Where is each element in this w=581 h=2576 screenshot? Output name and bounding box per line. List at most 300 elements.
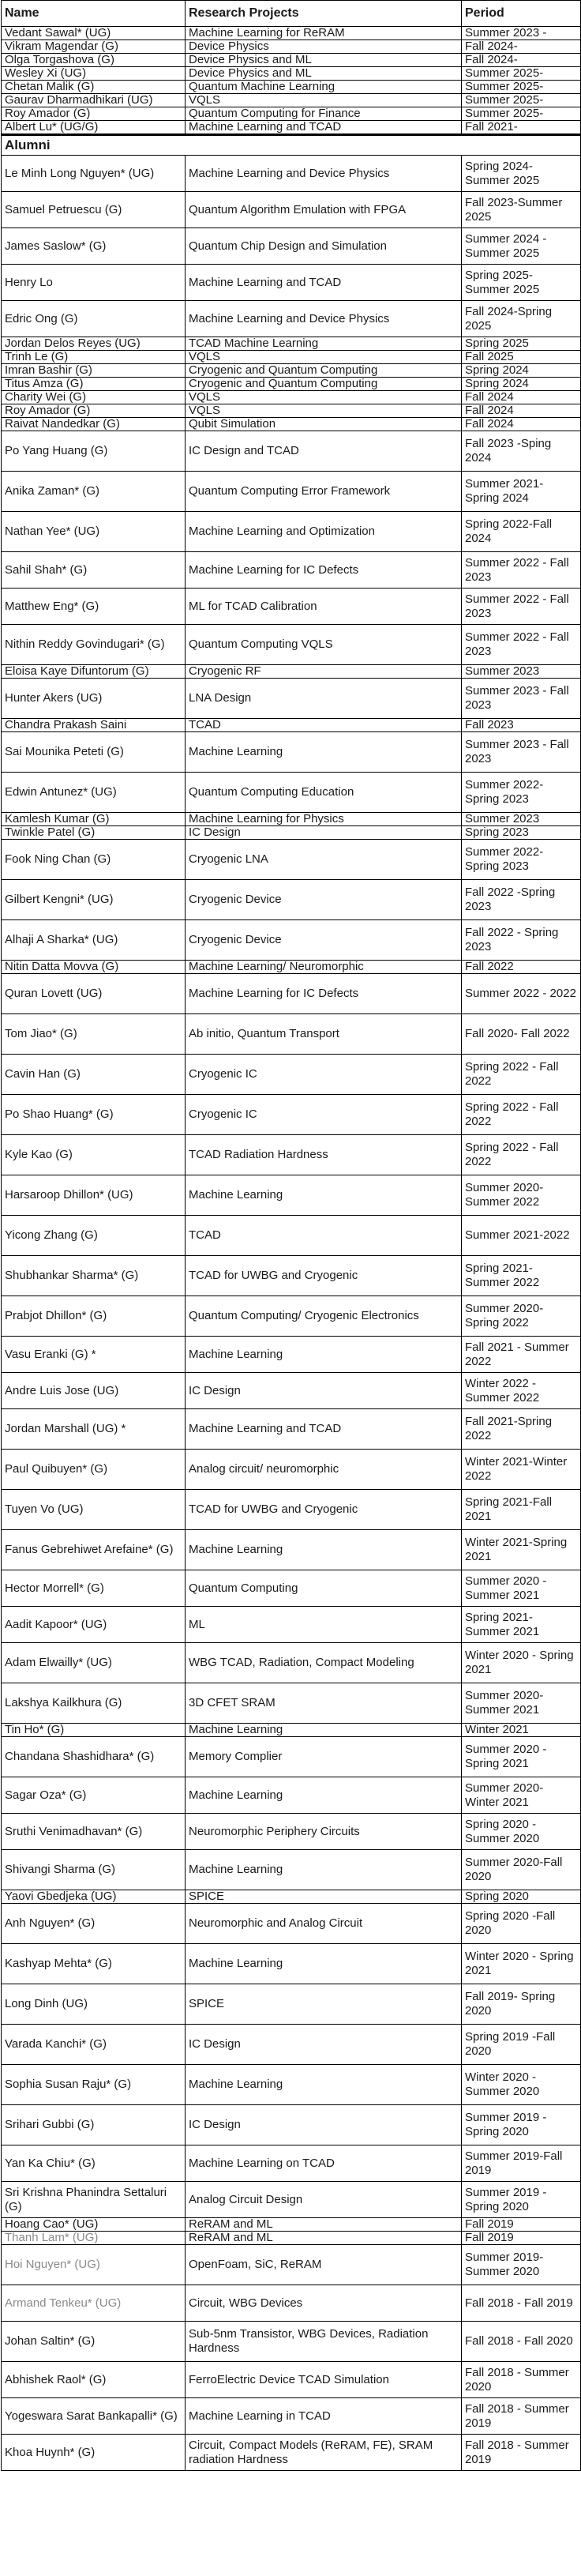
member-row	[2, 67, 581, 81]
alumni-period: Summer 2022-Spring 2023	[462, 773, 581, 813]
alumni-project: Cryogenic LNA	[186, 840, 462, 880]
alumni-row	[2, 1724, 581, 1737]
alumni-row	[2, 2218, 581, 2232]
alumni-project: WBG TCAD, Radiation, Compact Modeling	[186, 1643, 462, 1683]
alumni-name: Gilbert Kengni* (UG)	[2, 880, 186, 920]
alumni-period: Summer 2022-Spring 2023	[462, 840, 581, 880]
alumni-name: Varada Kanchi* (G)	[2, 2025, 186, 2065]
header-name: Name	[2, 1, 186, 27]
alumni-period: Fall 2024	[462, 418, 581, 431]
alumni-name: Matthew Eng* (G)	[2, 589, 186, 625]
member-row	[2, 27, 581, 40]
alumni-name: Anh Nguyen* (G)	[2, 1904, 186, 1944]
alumni-name: Shubhankar Sharma* (G)	[2, 1256, 186, 1296]
alumni-name: Yaovi Gbedjeka (UG)	[2, 1890, 186, 1904]
alumni-name: Armand Tenkeu* (UG)	[2, 2285, 186, 2322]
alumni-row	[2, 364, 581, 378]
alumni-period: Winter 2021	[462, 1724, 581, 1737]
alumni-project: Memory Complier	[186, 1737, 462, 1777]
member-period: Summer 2025-	[462, 107, 581, 121]
alumni-row	[2, 974, 581, 1014]
alumni-name: Long Dinh (UG)	[2, 1984, 186, 2025]
alumni-name: Sruthi Venimadhavan* (G)	[2, 1814, 186, 1850]
alumni-project: TCAD for UWBG and Cryogenic	[186, 1256, 462, 1296]
member-project: Machine Learning and TCAD	[186, 121, 462, 135]
alumni-name: Kamlesh Kumar (G)	[2, 813, 186, 826]
alumni-project: Machine Learning	[186, 1724, 462, 1737]
alumni-row	[2, 826, 581, 840]
alumni-name: Trinh Le (G)	[2, 351, 186, 364]
alumni-project: ReRAM and ML	[186, 2232, 462, 2245]
alumni-project: Quantum Computing VQLS	[186, 625, 462, 665]
alumni-name: Le Minh Long Nguyen* (UG)	[2, 156, 186, 192]
alumni-name: Alhaji A Sharka* (UG)	[2, 920, 186, 961]
member-period: Summer 2025-	[462, 67, 581, 81]
alumni-period: Summer 2022 - Fall 2023	[462, 625, 581, 665]
alumni-row	[2, 2245, 581, 2285]
alumni-row	[2, 337, 581, 351]
alumni-name: Raivat Nandedkar (G)	[2, 418, 186, 431]
alumni-name: Vasu Eranki (G) *	[2, 1337, 186, 1373]
alumni-row	[2, 880, 581, 920]
alumni-row	[2, 773, 581, 813]
alumni-row	[2, 1984, 581, 2025]
member-name: Olga Torgashova (G)	[2, 54, 186, 67]
alumni-project: Cryogenic Device	[186, 920, 462, 961]
alumni-name: James Saslow* (G)	[2, 228, 186, 265]
alumni-project: Machine Learning	[186, 1944, 462, 1984]
alumni-row	[2, 156, 581, 192]
alumni-row	[2, 1055, 581, 1095]
alumni-project: Cryogenic IC	[186, 1055, 462, 1095]
alumni-project: Quantum Computing Error Framework	[186, 472, 462, 512]
alumni-name: Yicong Zhang (G)	[2, 1216, 186, 1256]
alumni-period: Spring 2022 - Fall 2022	[462, 1135, 581, 1175]
alumni-project: Machine Learning and TCAD	[186, 265, 462, 301]
alumni-row	[2, 2065, 581, 2105]
member-name: Wesley Xi (UG)	[2, 67, 186, 81]
alumni-period: Fall 2025	[462, 351, 581, 364]
alumni-name: Quran Lovett (UG)	[2, 974, 186, 1014]
alumni-period: Fall 2018 - Fall 2019	[462, 2285, 581, 2322]
member-period: Fall 2024-	[462, 40, 581, 54]
alumni-row	[2, 404, 581, 418]
alumni-row	[2, 1373, 581, 1409]
alumni-period: Fall 2024	[462, 404, 581, 418]
member-period: Summer 2023 -	[462, 27, 581, 40]
alumni-row	[2, 265, 581, 301]
alumni-name: Cavin Han (G)	[2, 1055, 186, 1095]
alumni-project: Machine Learning	[186, 1175, 462, 1216]
alumni-period: Summer 2020-Summer 2022	[462, 1175, 581, 1216]
alumni-row	[2, 1409, 581, 1450]
alumni-name: Imran Bashir (G)	[2, 364, 186, 378]
alumni-project: TCAD	[186, 719, 462, 732]
alumni-project: TCAD for UWBG and Cryogenic	[186, 1490, 462, 1530]
alumni-period: Summer 2024 - Summer 2025	[462, 228, 581, 265]
alumni-row	[2, 1643, 581, 1683]
alumni-name: Khoa Huynh* (G)	[2, 2435, 186, 2471]
alumni-row	[2, 391, 581, 404]
alumni-period: Summer 2019 - Spring 2020	[462, 2105, 581, 2145]
alumni-name: Yogeswara Sarat Bankapalli* (G)	[2, 2398, 186, 2435]
alumni-name: Tuyen Vo (UG)	[2, 1490, 186, 1530]
alumni-row	[2, 1490, 581, 1530]
alumni-name: Hunter Akers (UG)	[2, 679, 186, 719]
alumni-name: Abhishek Raol* (G)	[2, 2362, 186, 2398]
alumni-row	[2, 961, 581, 974]
alumni-period: Fall 2023	[462, 719, 581, 732]
alumni-row	[2, 1175, 581, 1216]
alumni-period: Summer 2019-Summer 2020	[462, 2245, 581, 2285]
alumni-project: ML	[186, 1607, 462, 1643]
alumni-project: Cryogenic IC	[186, 1095, 462, 1135]
alumni-project: Neuromorphic Periphery Circuits	[186, 1814, 462, 1850]
alumni-project: Quantum Chip Design and Simulation	[186, 228, 462, 265]
alumni-project: Machine Learning for IC Defects	[186, 974, 462, 1014]
alumni-period: Summer 2019 - Spring 2020	[462, 2182, 581, 2218]
alumni-name: Nitin Datta Movva (G)	[2, 961, 186, 974]
member-project: Device Physics and ML	[186, 67, 462, 81]
alumni-project: Quantum Algorithm Emulation with FPGA	[186, 192, 462, 228]
alumni-project: Cryogenic Device	[186, 880, 462, 920]
alumni-period: Winter 2022 - Summer 2022	[462, 1373, 581, 1409]
alumni-project: Quantum Computing	[186, 1570, 462, 1607]
alumni-name: Prabjot Dhillon* (G)	[2, 1296, 186, 1337]
alumni-period: Spring 2024	[462, 378, 581, 391]
member-project: Device Physics and ML	[186, 54, 462, 67]
alumni-project: Machine Learning	[186, 2065, 462, 2105]
alumni-name: Anika Zaman* (G)	[2, 472, 186, 512]
alumni-period: Spring 2020 - Summer 2020	[462, 1814, 581, 1850]
alumni-project: Machine Learning	[186, 732, 462, 773]
alumni-row	[2, 679, 581, 719]
alumni-row	[2, 378, 581, 391]
alumni-row	[2, 1814, 581, 1850]
alumni-period: Summer 2022 - 2022	[462, 974, 581, 1014]
alumni-period: Spring 2024	[462, 364, 581, 378]
alumni-period: Fall 2021 - Summer 2022	[462, 1337, 581, 1373]
member-project: Quantum Machine Learning	[186, 81, 462, 94]
alumni-row	[2, 1944, 581, 1984]
alumni-period: Spring 2022 - Fall 2022	[462, 1055, 581, 1095]
alumni-project: Circuit, WBG Devices	[186, 2285, 462, 2322]
alumni-name: Samuel Petruescu (G)	[2, 192, 186, 228]
alumni-period: Summer 2020 - Summer 2021	[462, 1570, 581, 1607]
alumni-row	[2, 719, 581, 732]
alumni-period: Summer 2021-Spring 2024	[462, 472, 581, 512]
alumni-project: VQLS	[186, 391, 462, 404]
alumni-period: Fall 2020- Fall 2022	[462, 1014, 581, 1055]
alumni-name: Paul Quibuyen* (G)	[2, 1450, 186, 1490]
alumni-name: Hoi Nguyen* (UG)	[2, 2245, 186, 2285]
alumni-name: Fook Ning Chan (G)	[2, 840, 186, 880]
alumni-name: Adam Elwailly* (UG)	[2, 1643, 186, 1683]
alumni-row	[2, 1216, 581, 1256]
alumni-name: Chandra Prakash Saini	[2, 719, 186, 732]
alumni-project: TCAD Machine Learning	[186, 337, 462, 351]
current-members	[2, 27, 581, 135]
alumni-row	[2, 1777, 581, 1814]
alumni-row	[2, 1256, 581, 1296]
alumni-row	[2, 1095, 581, 1135]
alumni-row	[2, 1904, 581, 1944]
alumni-name: Titus Amza (G)	[2, 378, 186, 391]
alumni-project: Machine Learning and Device Physics	[186, 156, 462, 192]
member-period: Summer 2025-	[462, 81, 581, 94]
alumni-row	[2, 1607, 581, 1643]
member-period: Summer 2025-	[462, 94, 581, 107]
alumni-period: Spring 2020 -Fall 2020	[462, 1904, 581, 1944]
alumni-period: Summer 2020-Spring 2022	[462, 1296, 581, 1337]
alumni-name: Roy Amador (G)	[2, 404, 186, 418]
member-name: Chetan Malik (G)	[2, 81, 186, 94]
alumni-row	[2, 2145, 581, 2182]
alumni-project: TCAD Radiation Hardness	[186, 1135, 462, 1175]
member-name: Vikram Magendar (G)	[2, 40, 186, 54]
alumni-project: LNA Design	[186, 679, 462, 719]
alumni-name: Srihari Gubbi (G)	[2, 2105, 186, 2145]
alumni-row	[2, 1337, 581, 1373]
alumni-section-row	[2, 135, 581, 156]
alumni-period: Fall 2022 -Spring 2023	[462, 880, 581, 920]
alumni-row	[2, 552, 581, 589]
alumni-name: Shivangi Sharma (G)	[2, 1850, 186, 1890]
alumni-project: Analog circuit/ neuromorphic	[186, 1450, 462, 1490]
alumni-project: Sub-5nm Transistor, WBG Devices, Radiation Hardness	[186, 2322, 462, 2362]
alumni-name: Thanh Lam* (UG)	[2, 2232, 186, 2245]
alumni-row	[2, 2362, 581, 2398]
alumni-project: Cryogenic and Quantum Computing	[186, 364, 462, 378]
header-row	[2, 1, 581, 27]
alumni-period: Fall 2019	[462, 2232, 581, 2245]
alumni-row	[2, 589, 581, 625]
alumni-project: Machine Learning and TCAD	[186, 1409, 462, 1450]
member-row	[2, 54, 581, 67]
alumni-row	[2, 732, 581, 773]
alumni-row	[2, 2025, 581, 2065]
alumni-name: Nithin Reddy Govindugari* (G)	[2, 625, 186, 665]
member-row	[2, 81, 581, 94]
alumni-row	[2, 1683, 581, 1724]
alumni-project: Machine Learning for IC Defects	[186, 552, 462, 589]
alumni-period: Spring 2021-Fall 2021	[462, 1490, 581, 1530]
alumni-row	[2, 665, 581, 679]
alumni-project: 3D CFET SRAM	[186, 1683, 462, 1724]
alumni-period: Fall 2023 -Sping 2024	[462, 431, 581, 472]
alumni-period: Fall 2022	[462, 961, 581, 974]
alumni-row	[2, 192, 581, 228]
member-project: Device Physics	[186, 40, 462, 54]
alumni-row	[2, 920, 581, 961]
alumni-name: Charity Wei (G)	[2, 391, 186, 404]
alumni-project: Machine Learning/ Neuromorphic	[186, 961, 462, 974]
member-project: Machine Learning for ReRAM	[186, 27, 462, 40]
alumni-project: Analog Circuit Design	[186, 2182, 462, 2218]
alumni-name: Jordan Delos Reyes (UG)	[2, 337, 186, 351]
alumni-name: Tin Ho* (G)	[2, 1724, 186, 1737]
header-projects: Research Projects	[186, 1, 462, 27]
alumni-name: Sri Krishna Phanindra Settaluri (G)	[2, 2182, 186, 2218]
alumni-name: Andre Luis Jose (UG)	[2, 1373, 186, 1409]
alumni-period: Fall 2022 - Spring 2023	[462, 920, 581, 961]
alumni-project: VQLS	[186, 404, 462, 418]
alumni-period: Summer 2022 - Fall 2023	[462, 589, 581, 625]
alumni-period: Fall 2024-Spring 2025	[462, 301, 581, 337]
alumni-name: Sahil Shah* (G)	[2, 552, 186, 589]
alumni-row	[2, 2285, 581, 2322]
alumni-name: Chandana Shashidhara* (G)	[2, 1737, 186, 1777]
alumni-project: Machine Learning for Physics	[186, 813, 462, 826]
alumni-members	[2, 156, 581, 2471]
alumni-name: Yan Ka Chiu* (G)	[2, 2145, 186, 2182]
alumni-period: Summer 2020-Winter 2021	[462, 1777, 581, 1814]
alumni-period: Winter 2020 - Summer 2020	[462, 2065, 581, 2105]
alumni-name: Tom Jiao* (G)	[2, 1014, 186, 1055]
alumni-project: OpenFoam, SiC, ReRAM	[186, 2245, 462, 2285]
alumni-period: Winter 2021-Winter 2022	[462, 1450, 581, 1490]
member-period: Fall 2021-	[462, 121, 581, 135]
alumni-row	[2, 625, 581, 665]
alumni-row	[2, 840, 581, 880]
alumni-period: Spring 2023	[462, 826, 581, 840]
alumni-name: Sai Mounika Peteti (G)	[2, 732, 186, 773]
alumni-period: Winter 2021-Spring 2021	[462, 1530, 581, 1570]
alumni-period: Summer 2019-Fall 2019	[462, 2145, 581, 2182]
alumni-name: Henry Lo	[2, 265, 186, 301]
alumni-row	[2, 2182, 581, 2218]
alumni-name: Aadit Kapoor* (UG)	[2, 1607, 186, 1643]
alumni-project: Circuit, Compact Models (ReRAM, FE), SRAM radiation Hardness	[186, 2435, 462, 2471]
alumni-name: Nathan Yee* (UG)	[2, 512, 186, 552]
alumni-period: Fall 2024	[462, 391, 581, 404]
alumni-row	[2, 228, 581, 265]
member-row	[2, 40, 581, 54]
alumni-period: Spring 2025-Summer 2025	[462, 265, 581, 301]
alumni-name: Sophia Susan Raju* (G)	[2, 2065, 186, 2105]
alumni-name: Twinkle Patel (G)	[2, 826, 186, 840]
alumni-row	[2, 2322, 581, 2362]
alumni-name: Sagar Oza* (G)	[2, 1777, 186, 1814]
alumni-period: Spring 2024-Summer 2025	[462, 156, 581, 192]
alumni-project: Machine Learning and Device Physics	[186, 301, 462, 337]
alumni-project: FerroElectric Device TCAD Simulation	[186, 2362, 462, 2398]
alumni-name: Edric Ong (G)	[2, 301, 186, 337]
member-name: Gaurav Dharmadhikari (UG)	[2, 94, 186, 107]
alumni-project: IC Design	[186, 1373, 462, 1409]
alumni-name: Po Yang Huang (G)	[2, 431, 186, 472]
alumni-row	[2, 1450, 581, 1490]
member-row	[2, 121, 581, 135]
member-name: Albert Lu* (UG/G)	[2, 121, 186, 135]
alumni-name: Hoang Cao* (UG)	[2, 2218, 186, 2232]
alumni-row	[2, 472, 581, 512]
alumni-project: Ab initio, Quantum Transport	[186, 1014, 462, 1055]
alumni-period: Spring 2025	[462, 337, 581, 351]
alumni-name: Hector Morrell* (G)	[2, 1570, 186, 1607]
alumni-row	[2, 813, 581, 826]
alumni-row	[2, 2105, 581, 2145]
alumni-project: Cryogenic and Quantum Computing	[186, 378, 462, 391]
alumni-row	[2, 512, 581, 552]
alumni-project: Quantum Computing/ Cryogenic Electronics	[186, 1296, 462, 1337]
alumni-project: Machine Learning	[186, 1337, 462, 1373]
alumni-period: Summer 2023 - Fall 2023	[462, 732, 581, 773]
member-period: Fall 2024-	[462, 54, 581, 67]
alumni-name: Lakshya Kailkhura (G)	[2, 1683, 186, 1724]
alumni-name: Kashyap Mehta* (G)	[2, 1944, 186, 1984]
member-project: VQLS	[186, 94, 462, 107]
alumni-row	[2, 2435, 581, 2471]
alumni-project: TCAD	[186, 1216, 462, 1256]
alumni-name: Jordan Marshall (UG) *	[2, 1409, 186, 1450]
alumni-period: Summer 2020-Summer 2021	[462, 1683, 581, 1724]
alumni-name: Edwin Antunez* (UG)	[2, 773, 186, 813]
alumni-name: Po Shao Huang* (G)	[2, 1095, 186, 1135]
alumni-project: SPICE	[186, 1890, 462, 1904]
alumni-row	[2, 431, 581, 472]
alumni-name: Johan Saltin* (G)	[2, 2322, 186, 2362]
alumni-project: ReRAM and ML	[186, 2218, 462, 2232]
alumni-project: Machine Learning in TCAD	[186, 2398, 462, 2435]
alumni-project: SPICE	[186, 1984, 462, 2025]
member-project: Quantum Computing for Finance	[186, 107, 462, 121]
alumni-period: Summer 2021-2022	[462, 1216, 581, 1256]
alumni-project: ML for TCAD Calibration	[186, 589, 462, 625]
alumni-period: Winter 2020 - Spring 2021	[462, 1643, 581, 1683]
alumni-row	[2, 1135, 581, 1175]
alumni-project: Machine Learning on TCAD	[186, 2145, 462, 2182]
member-name: Vedant Sawal* (UG)	[2, 27, 186, 40]
alumni-row	[2, 1850, 581, 1890]
alumni-project: VQLS	[186, 351, 462, 364]
alumni-row	[2, 351, 581, 364]
alumni-name: Harsaroop Dhillon* (UG)	[2, 1175, 186, 1216]
alumni-period: Summer 2023 - Fall 2023	[462, 679, 581, 719]
alumni-row	[2, 2232, 581, 2245]
alumni-period: Spring 2021-Summer 2021	[462, 1607, 581, 1643]
alumni-project: Machine Learning	[186, 1777, 462, 1814]
alumni-row	[2, 301, 581, 337]
alumni-row	[2, 2398, 581, 2435]
alumni-project: IC Design	[186, 2105, 462, 2145]
alumni-name: Kyle Kao (G)	[2, 1135, 186, 1175]
alumni-row	[2, 418, 581, 431]
header-period: Period	[462, 1, 581, 27]
member-name: Roy Amador (G)	[2, 107, 186, 121]
alumni-row	[2, 1296, 581, 1337]
alumni-period: Fall 2023-Summer 2025	[462, 192, 581, 228]
alumni-period: Summer 2020 - Spring 2021	[462, 1737, 581, 1777]
alumni-row	[2, 1014, 581, 1055]
alumni-period: Summer 2022 - Fall 2023	[462, 552, 581, 589]
alumni-period: Spring 2022 - Fall 2022	[462, 1095, 581, 1135]
alumni-row	[2, 1530, 581, 1570]
alumni-period: Spring 2021-Summer 2022	[462, 1256, 581, 1296]
alumni-period: Fall 2019	[462, 2218, 581, 2232]
alumni-period: Fall 2021-Spring 2022	[462, 1409, 581, 1450]
alumni-period: Summer 2023	[462, 813, 581, 826]
alumni-period: Fall 2018 - Summer 2019	[462, 2435, 581, 2471]
member-row	[2, 107, 581, 121]
alumni-period: Spring 2022-Fall 2024	[462, 512, 581, 552]
alumni-period: Fall 2018 - Fall 2020	[462, 2322, 581, 2362]
alumni-project: Machine Learning	[186, 1530, 462, 1570]
alumni-period: Fall 2018 - Summer 2020	[462, 2362, 581, 2398]
alumni-project: Cryogenic RF	[186, 665, 462, 679]
alumni-name: Fanus Gebrehiwet Arefaine* (G)	[2, 1530, 186, 1570]
alumni-project: Machine Learning and Optimization	[186, 512, 462, 552]
